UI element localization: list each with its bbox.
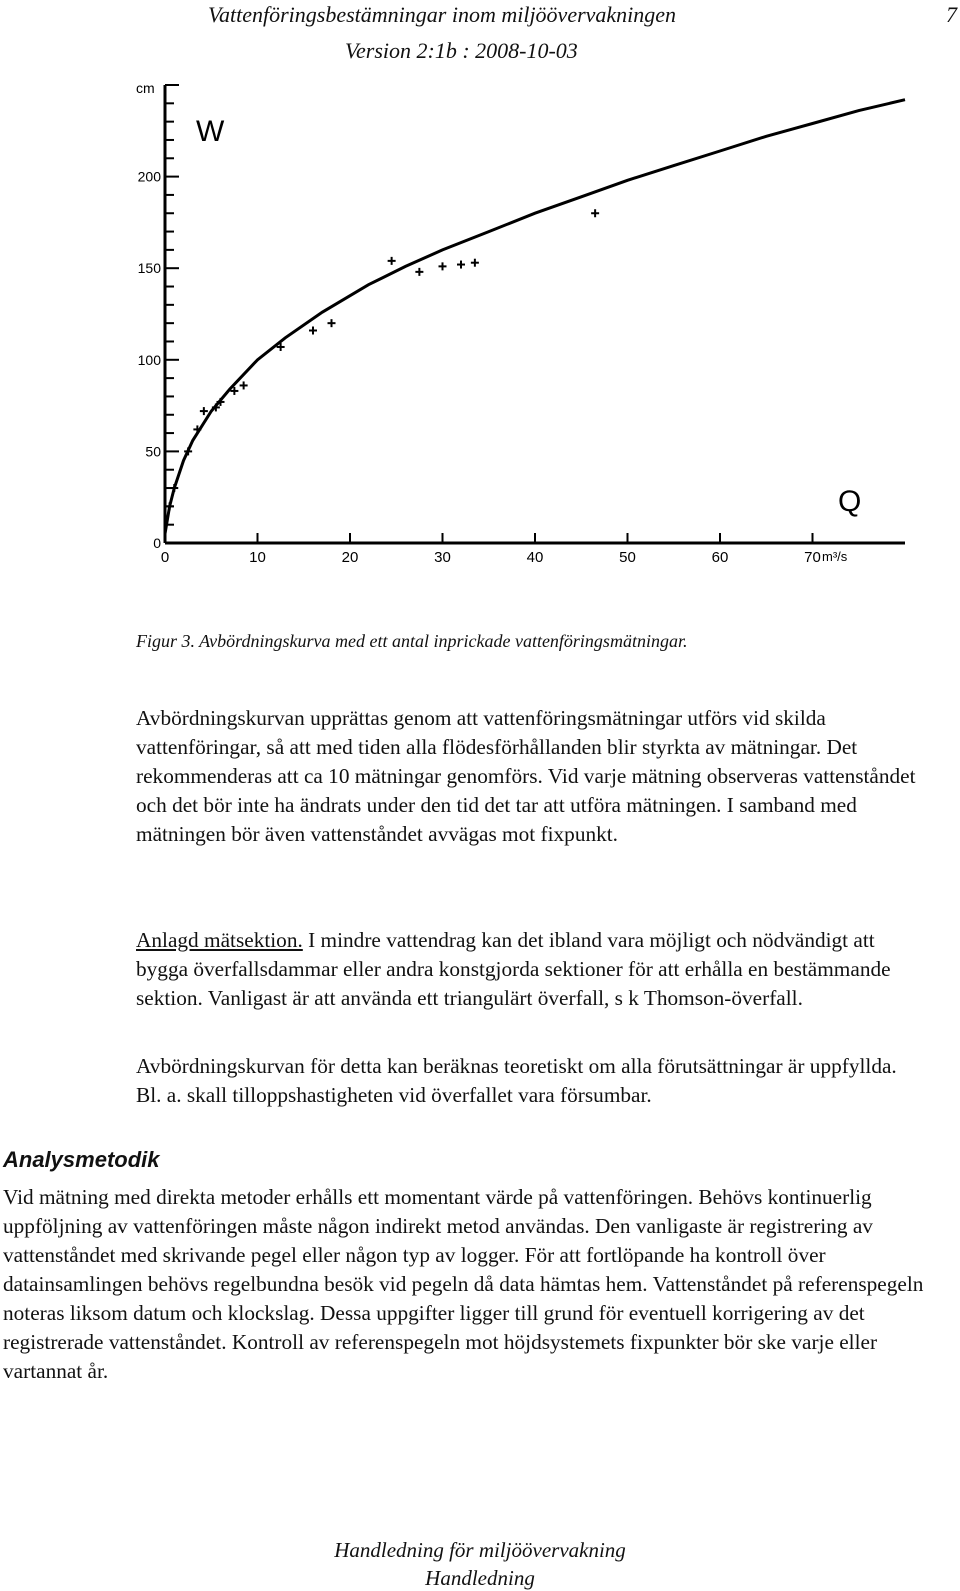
paragraph-constructed-section: [136, 926, 916, 1013]
y-unit-label: cm: [136, 80, 155, 96]
x-ticks: [161, 533, 821, 566]
section-label: Anlagd mätsektion.: [136, 928, 303, 952]
measurement-point: [415, 268, 423, 276]
measurement-point: [471, 259, 479, 267]
section-text: I mindre vattendrag kan det ibland vara möjligt och nödvändigt att bygga överfallsdammar eller andra konstgjorda sektioner för att erhålla en bestämmande sektion. Vanligast är att använda ett triangulärt överfall, s k Thomson-överfall.: [136, 928, 891, 1010]
paragraph-theoretical-curve: Avbördningskurvan för detta kan beräknas teoretiskt om alla förutsättningar är uppfyllda. Bl. a. skall tilloppshastigheten vid överfallet vara försumbar.: [136, 1054, 897, 1107]
measurement-point: [166, 502, 174, 510]
y-tick-label: 100: [137, 351, 161, 368]
y-tick-label: 150: [137, 260, 161, 277]
rating-curve-line: [165, 100, 905, 534]
paragraph-rating-curve: Avbördningskurvan upprättas genom att vattenföringsmätningar utförs vid skilda vattenföringar, så att med tiden alla flödesförhållanden blir styrkta av mätningar. Det rekommenderas att ca 10 mätningar genomförs. Vid varje mätning observeras vattenståndet och det bör inte ha ändrats under den tid det tar att utföra mätningen. I samband med mätningen bör även vattenståndet avvägas mot fixpunkt.: [136, 706, 916, 846]
x-tick-label: 0: [160, 549, 170, 566]
page-number: 7: [946, 2, 957, 27]
x-tick-label: 70: [804, 549, 821, 566]
y-tick-label: 0: [153, 535, 161, 551]
measurement-point: [388, 257, 396, 265]
paragraph-analysis-method: Vid mätning med direkta metoder erhålls ett momentant värde på vattenföringen. Behövs kontinuerlig uppföljning av vattenföringen måste någon indirekt metod användas. Den vanligaste är registrering av vattenståndet med skrivande pegel eller någon typ av logger. För att fortlöpande ha kontroll över datainsamlingen behövs regelbundna besök vid pegeln då data hämtas hem. Vattenståndet på referenspegeln noteras liksom datum och klockslag. Dessa uppgifter ligger till grund för eventuell korrigering av det registrerade vattenståndet. Kontroll av referenspegeln mot höjdsystemets fixpunkter bör ske varje eller vartannat år.: [3, 1185, 924, 1383]
measurement-point: [328, 319, 336, 327]
chart-axes: [165, 85, 905, 543]
y-ticks: [138, 85, 179, 551]
measurement-points: [166, 209, 600, 510]
measurement-point: [170, 484, 178, 492]
x-tick-label: 50: [619, 549, 636, 566]
x-tick-label: 40: [526, 549, 544, 566]
footer-line-2: Handledning: [425, 1566, 535, 1590]
measurement-point: [457, 261, 465, 269]
measurement-point: [240, 381, 248, 389]
measurement-point: [200, 407, 208, 415]
x-tick-label: 20: [341, 549, 359, 566]
document-title: Vattenföringsbestämningar inom miljöövervakningen: [208, 2, 677, 27]
x-axis-letter: Q: [838, 485, 862, 518]
x-tick-label: 60: [711, 549, 729, 566]
y-tick-label: 50: [145, 443, 161, 460]
footer-line-1: Handledning för miljöövervakning: [334, 1538, 626, 1562]
figure-caption: Figur 3. Avbördningskurva med ett antal inprickade vattenföringsmätningar.: [136, 631, 688, 651]
x-tick-label: 30: [434, 549, 451, 566]
measurement-point: [439, 262, 447, 270]
y-tick-label: 200: [137, 168, 161, 185]
version-text: Version 2:1b : 2008-10-03: [345, 38, 578, 63]
rating-curve-chart: [130, 75, 920, 575]
x-unit-label: m³/s: [822, 549, 848, 564]
measurement-point: [591, 209, 599, 217]
section-heading: Analysmetodik: [3, 1147, 160, 1172]
y-axis-letter: W: [196, 115, 225, 148]
x-tick-label: 10: [249, 549, 266, 566]
measurement-point: [309, 326, 317, 334]
